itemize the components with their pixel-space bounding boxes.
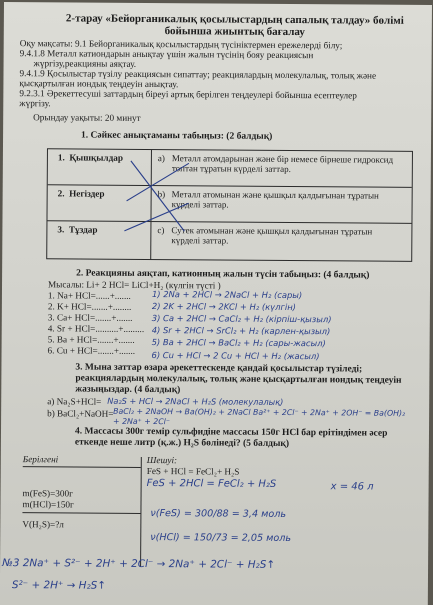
list-item: 3. Ca+ HCl=.......+....... <box>47 312 133 323</box>
objective-line4: 9.4.1.9 Қосылыстар түзілу реакциясын сипаттау; реакциялардың молекулалық, толық және <box>19 68 377 81</box>
term-bases: Негіздер <box>69 188 105 199</box>
objective-line7: жүргізу. <box>19 98 51 109</box>
definition-cell: a) Металл атомдарынан және бір немесе бірнеше гидроксид топтан тұратын күрделі заттар. <box>157 153 394 175</box>
handwritten-answer: 1) 2Na + 2HCl → 2NaCl + H₂ (сары) <box>151 289 303 301</box>
handwritten-answer: 6) Cu + HCl → 2 Cu + HCl + H₂ (жасыл) <box>151 350 320 362</box>
match-line-salts <box>124 203 188 231</box>
section-title-line2: бойынша жиынтық бағалау <box>164 25 305 39</box>
handwritten-answer-b: BaCl₂ + 2NaOH → Ba(OH)₂ + 2NaCl Ba²⁺ + 2Cl⁻ + 2Na⁺ + 2OH⁻ = Ba(OH)₂ + 2Na⁺ + 2Cl⁻ <box>113 406 406 427</box>
task3-title-line3: жазыңыздар. (4 балдық) <box>75 384 181 396</box>
term-acids: Қышқылдар <box>69 152 124 163</box>
definition-cell: c) Сутек атомынан және қышқыл қалдығынан тұратын күрделі заттар. <box>157 225 373 246</box>
objective-line6: 9.2.3.1 Әрекеттесуші заттардың біреуі артық берілген теңдеулері бойынша есептеулер <box>19 88 357 101</box>
printed-equation: FeS + HCl = FeCl₂+ H₂S <box>146 466 240 477</box>
objective-line5: қысқартылған иондық теңдеуін анықтау. <box>19 78 179 90</box>
section-title-line1: 2-тарау «Бейорганикалық қосылыстардың сапалық талдау» бөлімі <box>65 12 404 27</box>
task1-title: 1. Сәйкес анықтаманы табыңыз: (2 балдық) <box>81 130 273 142</box>
term-cell: 1. Қышқылдар <box>48 149 152 185</box>
handwritten-answer: 5) Ba + 2HCl → BaCl₂ + H₂ (сары-жасыл) <box>151 337 326 349</box>
term-cell: 3. Тұздар <box>47 221 151 260</box>
worksheet-page <box>0 2 432 605</box>
given-label: Берілгені <box>22 454 59 465</box>
term-salts: Тұздар <box>68 224 98 235</box>
list-item: 5. Ba + HCl=.......+....... <box>47 334 135 345</box>
handwritten-ionic-short: S²⁻ + 2H⁺ → H₂S↑ <box>11 579 107 592</box>
task3-title-line2: реакциялардың молекулалық, толық және қысқартылған иондық теңдеуін <box>75 373 402 386</box>
list-item: 2. K+ HCl=.......+........ <box>47 301 132 312</box>
handwritten-equation: FeS + 2HCl = FeCl₂ + H₂S <box>146 478 277 490</box>
handwritten-ionic-full: №3 2Na⁺ + S²⁻ + 2H⁺ + 2Cl⁻ → 2Na⁺ + 2Cl⁻ + H₂S↑ <box>2 557 276 571</box>
match-line-acids <box>130 161 184 231</box>
given-mass-hcl: m(HCl)=150г <box>22 499 74 510</box>
handwritten-moles-hcl: ν(HCl) = 150/73 = 2,05 моль <box>150 532 292 545</box>
list-item: 6. Cu + HCl=.......+....... <box>47 345 136 356</box>
definition-cell: b) Металл атомынан және қышқыл қалдығынан тұратын күрделі заттар. <box>157 189 379 210</box>
task4-title-line2: еткенде неше литр (қ.ж.) H₂S бөлінеді? (5 балдық) <box>74 437 290 450</box>
objective-line1: Оқу мақсаты: 9.1 Бейорганикалық қосылыстардың түсініктермен ережелерді білу; <box>19 38 343 51</box>
task2-title: 2. Реакцияны аяқтап, катионның жалын түсін табыңыз: (4 балдық) <box>76 268 370 281</box>
handwritten-result: x = 46 л <box>330 481 374 493</box>
find-volume: V(H₂S)=?л <box>22 519 64 530</box>
task2-example: Мысалы: Li+ 2 HCl= LiCl+H₂ (күлгін түсті ) <box>47 279 221 291</box>
given-mass-fes: m(FeS)=300г <box>22 488 73 499</box>
time-limit: Орындау уақыты: 20 минут <box>33 112 141 123</box>
list-item: 4. Sr + HCl=..........+......... <box>47 323 145 334</box>
task3-item-b: b) BaCl₂+NaOH= <box>47 408 114 419</box>
solution-label: Шешуі: <box>146 455 178 466</box>
term-cell: 2. Негіздер <box>47 185 151 221</box>
task3-item-a: a) Na₂S+HCl= <box>47 396 102 407</box>
task4-title-line1: 4. Массасы 300г темір сульфидіне массасы 150г HCl бар ерітіндімен әсер <box>74 426 388 439</box>
objective-line3: жүргізу,реакцияны аяқтау. <box>33 58 137 69</box>
handwritten-answer: 4) Sr + 2HCl → SrCl₂ + H₂ (карлен-қызыл) <box>151 325 331 337</box>
handwritten-answer: 2) 2K + 2HCl → 2KCl + H₂ (күлгін) <box>151 301 297 313</box>
list-item: 1. Na+ HCl=......+....... <box>47 290 131 301</box>
task3-title-line1: 3. Мына заттар өзара әрекеттескенде қандай қосылыстар түзіледі; <box>75 362 363 375</box>
handwritten-moles-fes: ν(FeS) = 300/88 = 3,4 моль <box>150 508 287 520</box>
handwritten-answer: 3) Ca + 2HCl → CaCl₂ + H₂ (кірпіш-қызыл) <box>151 313 332 325</box>
objective-line2: 9.4.1.8 Металл катиондарын анықтау үшін жалын түсінің бояу реакциясын <box>19 48 314 61</box>
handwritten-answer-a: Na₂S + HCl → 2NaCl + H₂S (молекулалық) <box>107 395 284 407</box>
